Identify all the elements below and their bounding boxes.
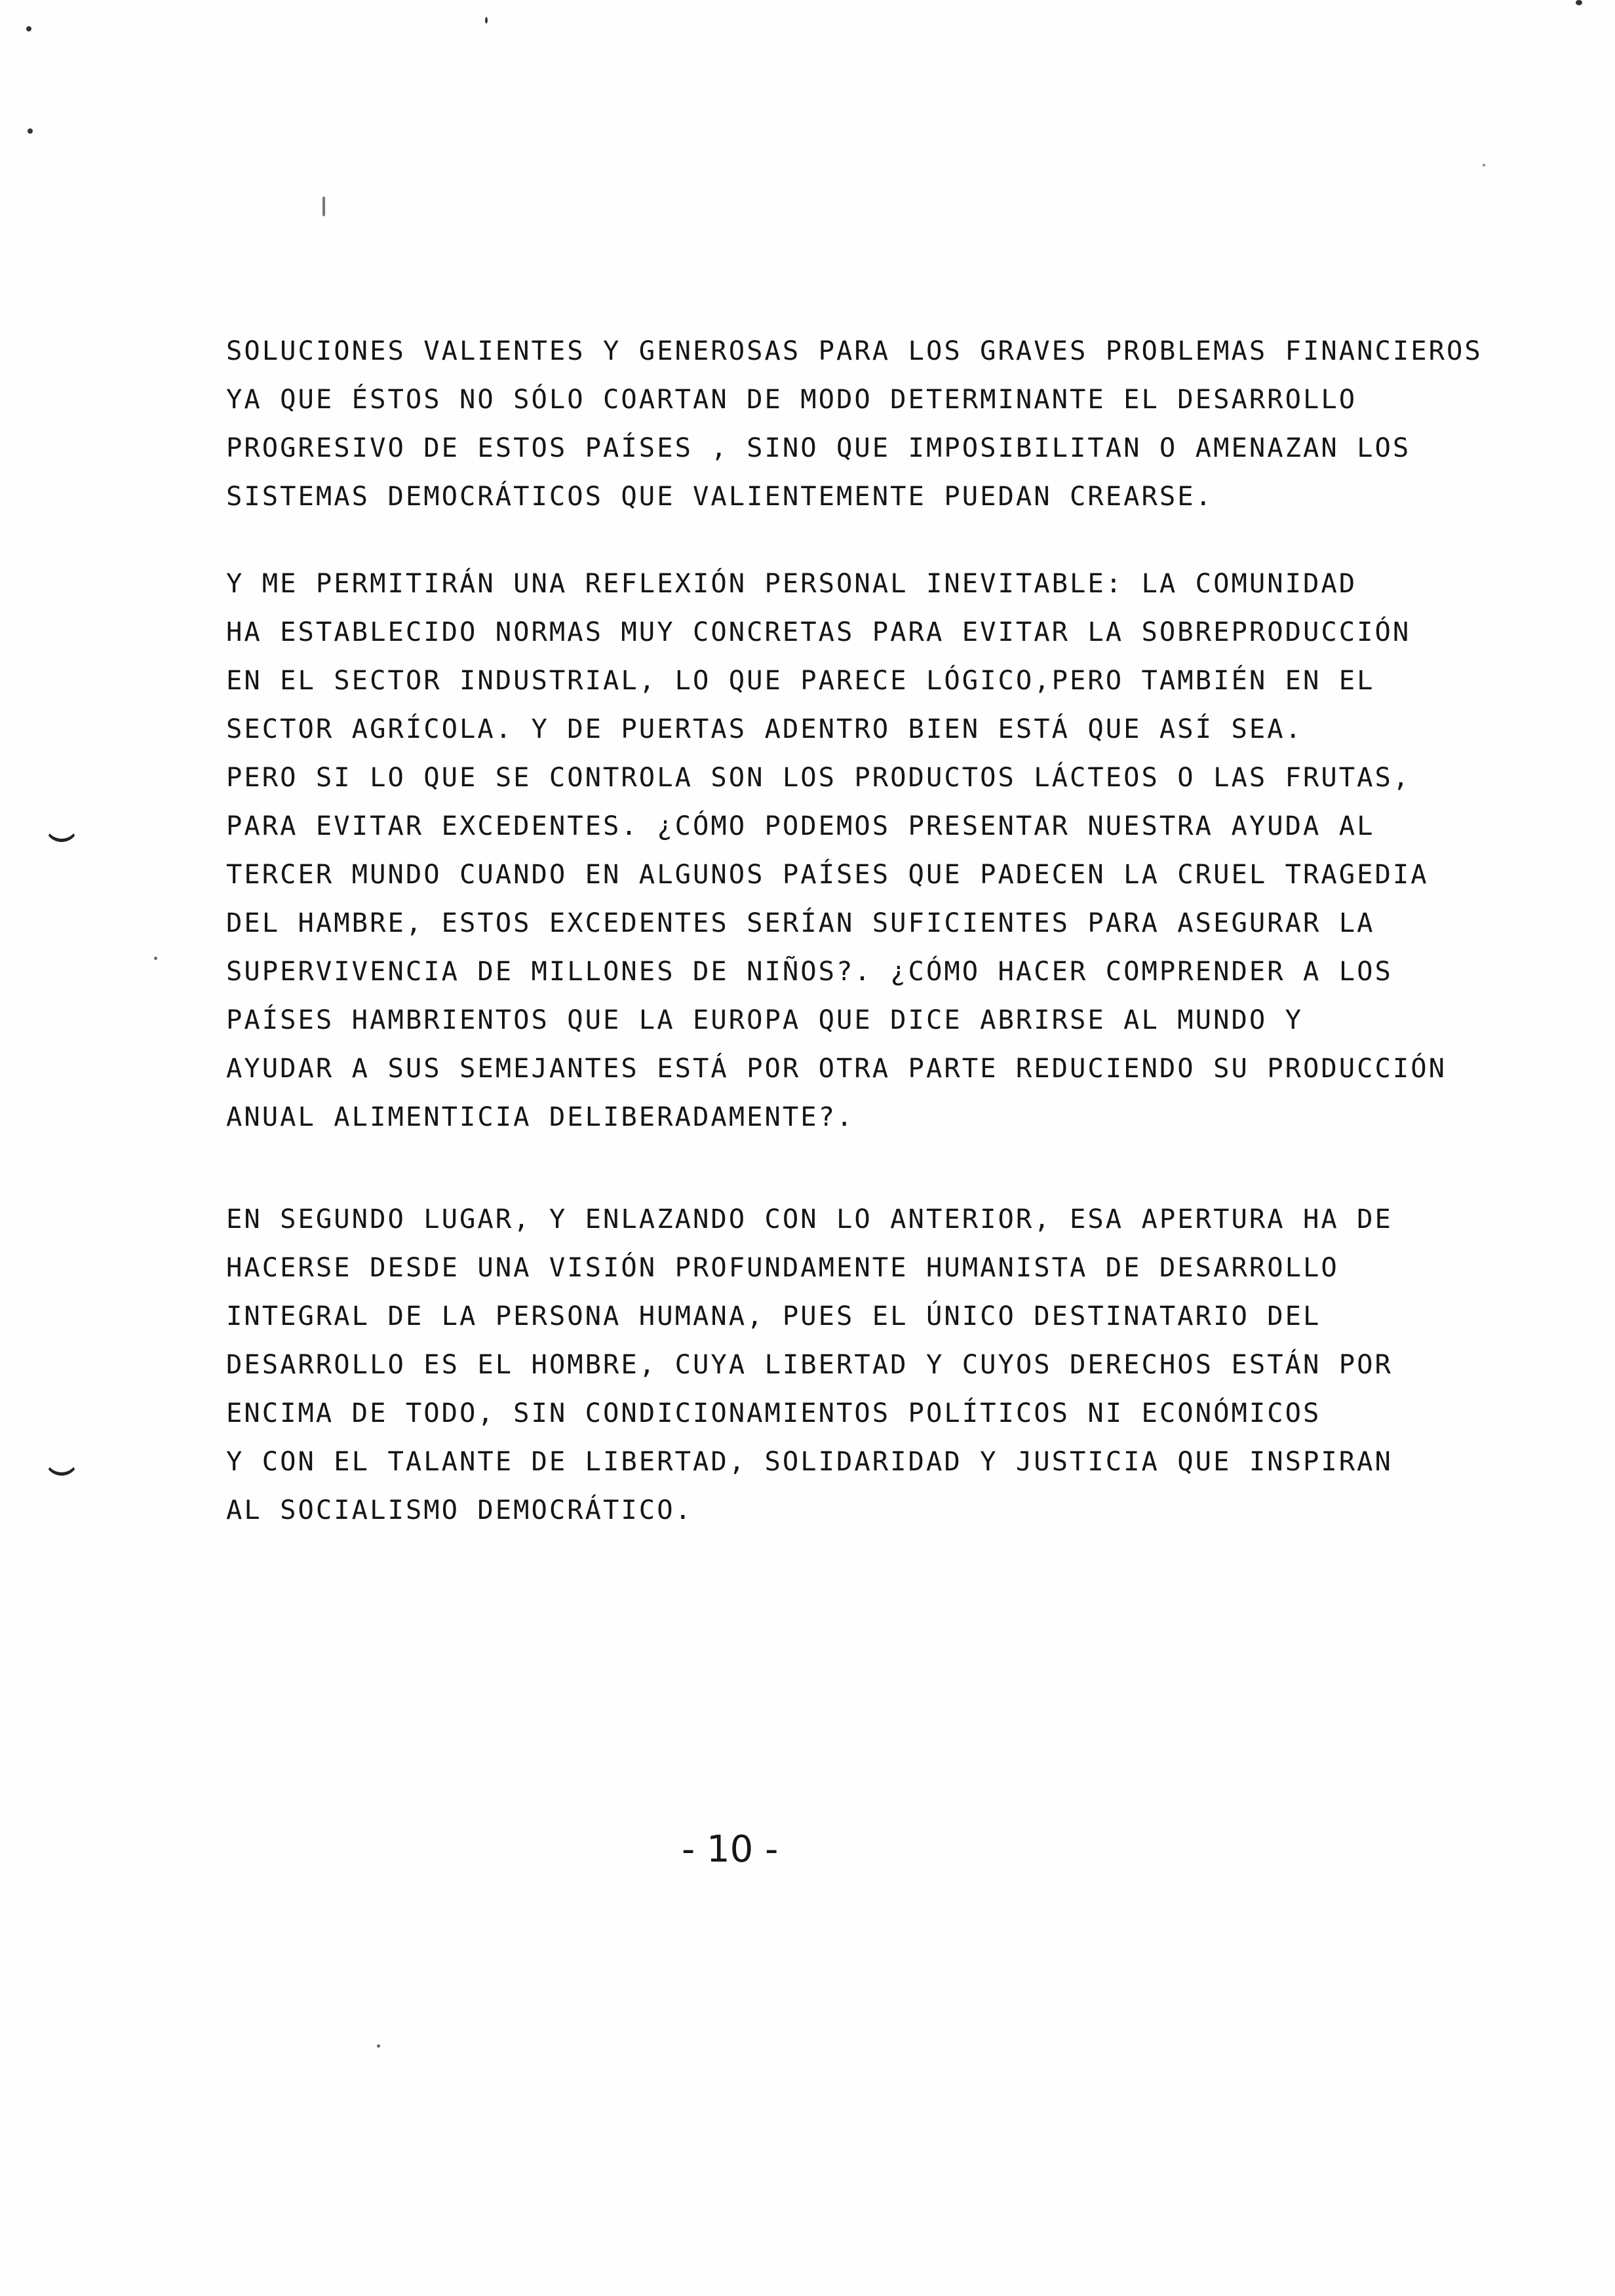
text-line: SOLUCIONES VALIENTES Y GENEROSAS PARA LOS GRAVES PROBLEMAS FINANCIEROS [226, 335, 1483, 366]
text-line: INTEGRAL DE LA PERSONA HUMANA, PUES EL ÚNICO DESTINATARIO DEL [226, 1300, 1321, 1331]
page-number: - 10 - [682, 1828, 779, 1871]
text-line: Y ME PERMITIRÁN UNA REFLEXIÓN PERSONAL INEVITABLE: LA COMUNIDAD [226, 567, 1357, 599]
text-line: PAÍSES HAMBRIENTOS QUE LA EUROPA QUE DICE ABRIRSE AL MUNDO Y [226, 1004, 1303, 1035]
scan-speck [154, 957, 157, 960]
scan-speck [322, 197, 325, 216]
text-line: YA QUE ÉSTOS NO SÓLO COARTAN DE MODO DETERMINANTE EL DESARROLLO [226, 383, 1357, 415]
text-line: SISTEMAS DEMOCRÁTICOS QUE VALIENTEMENTE PUEDAN CREARSE. [226, 480, 1214, 512]
text-line: Y CON EL TALANTE DE LIBERTAD, SOLIDARIDAD Y JUSTICIA QUE INSPIRAN [226, 1445, 1393, 1477]
text-line: PERO SI LO QUE SE CONTROLA SON LOS PRODUCTOS LÁCTEOS O LAS FRUTAS, [226, 761, 1411, 793]
text-line: HACERSE DESDE UNA VISIÓN PROFUNDAMENTE HUMANISTA DE DESARROLLO [226, 1252, 1339, 1283]
text-line: ENCIMA DE TODO, SIN CONDICIONAMIENTOS POLÍTICOS NI ECONÓMICOS [226, 1397, 1321, 1428]
text-line: HA ESTABLECIDO NORMAS MUY CONCRETAS PARA EVITAR LA SOBREPRODUCCIÓN [226, 616, 1411, 647]
scan-speck [1576, 0, 1582, 5]
scan-speck [26, 26, 31, 31]
scan-speck [28, 128, 33, 134]
text-line: PARA EVITAR EXCEDENTES. ¿CÓMO PODEMOS PRESENTAR NUESTRA AYUDA AL [226, 810, 1375, 841]
text-line: SUPERVIVENCIA DE MILLONES DE NIÑOS?. ¿CÓMO HACER COMPRENDER A LOS [226, 955, 1393, 987]
text-line: EN SEGUNDO LUGAR, Y ENLAZANDO CON LO ANTERIOR, ESA APERTURA HA DE [226, 1203, 1393, 1234]
text-line: SECTOR AGRÍCOLA. Y DE PUERTAS ADENTRO BIEN ESTÁ QUE ASÍ SEA. [226, 713, 1303, 744]
scan-speck [1483, 164, 1485, 166]
text-line: EN EL SECTOR INDUSTRIAL, LO QUE PARECE LÓGICO,PERO TAMBIÉN EN EL [226, 664, 1375, 696]
text-line: PROGRESIVO DE ESTOS PAÍSES , SINO QUE IMPOSIBILITAN O AMENAZAN LOS [226, 432, 1411, 463]
margin-mark [45, 1458, 79, 1476]
scan-speck [485, 17, 488, 24]
scan-speck [377, 2044, 380, 2048]
text-line: DEL HAMBRE, ESTOS EXCEDENTES SERÍAN SUFICIENTES PARA ASEGURAR LA [226, 907, 1375, 938]
text-line: ANUAL ALIMENTICIA DELIBERADAMENTE?. [226, 1101, 855, 1132]
text-line: AL SOCIALISMO DEMOCRÁTICO. [226, 1494, 693, 1525]
margin-mark [45, 824, 79, 842]
text-line: AYUDAR A SUS SEMEJANTES ESTÁ POR OTRA PARTE REDUCIENDO SU PRODUCCIÓN [226, 1052, 1447, 1084]
text-line: TERCER MUNDO CUANDO EN ALGUNOS PAÍSES QUE PADECEN LA CRUEL TRAGEDIA [226, 858, 1429, 890]
text-line: DESARROLLO ES EL HOMBRE, CUYA LIBERTAD Y CUYOS DERECHOS ESTÁN POR [226, 1349, 1393, 1380]
